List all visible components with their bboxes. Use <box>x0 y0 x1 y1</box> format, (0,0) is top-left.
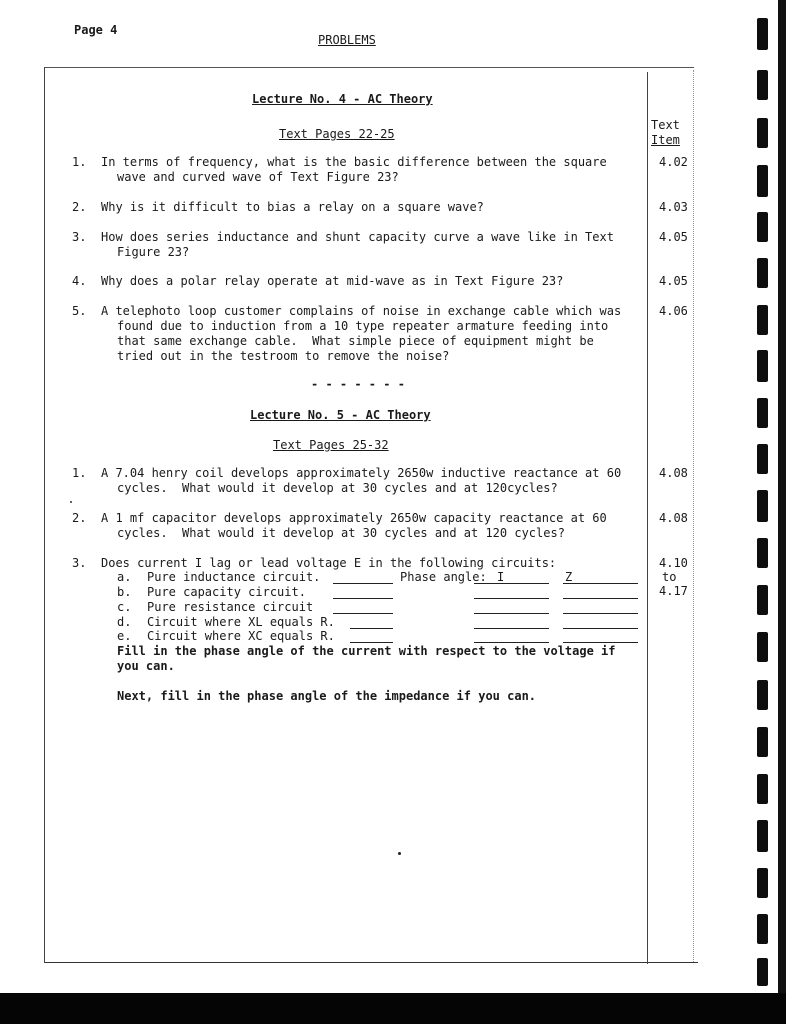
text-item-ref: 4.02 <box>659 155 688 169</box>
question-text: Does current I lag or lead voltage E in the following circuits: <box>101 556 557 570</box>
question-text: Figure 23? <box>117 245 190 259</box>
phase-angle-z-blank[interactable] <box>563 613 638 614</box>
question-text: A 7.04 henry coil develops approximately 2650w inductive reactance at 60 <box>101 466 622 480</box>
binder-hole <box>757 444 768 474</box>
frame-top-rule <box>44 67 694 68</box>
question-text: Why is it difficult to bias a relay on a square wave? <box>101 200 484 214</box>
frame-bottom-rule <box>44 962 698 963</box>
question-number: 2. <box>72 200 87 214</box>
instruction-text: you can. <box>117 659 175 673</box>
answer-blank[interactable] <box>333 598 393 599</box>
binder-hole <box>757 585 768 615</box>
speck <box>70 501 72 503</box>
binder-hole <box>757 212 768 242</box>
text-item-ref: 4.10 <box>659 556 688 570</box>
answer-blank[interactable] <box>350 628 393 629</box>
question-text: How does series inductance and shunt capacity curve a wave like in Text <box>101 230 614 244</box>
binder-hole <box>757 490 768 522</box>
binder-hole <box>757 305 768 335</box>
question-text: wave and curved wave of Text Figure 23? <box>117 170 399 184</box>
question-text: that same exchange cable. What simple piece of equipment might be <box>117 334 594 348</box>
subitem-text: Pure inductance circuit. <box>147 570 321 584</box>
question-text: tried out in the testroom to remove the noise? <box>117 349 450 363</box>
subitem-letter: a. <box>117 570 132 584</box>
lecture-5-title: Lecture No. 5 - AC Theory <box>250 408 431 422</box>
column-i-label: I <box>497 570 505 584</box>
text-item-ref: 4.03 <box>659 200 688 214</box>
binder-hole <box>757 118 768 148</box>
phase-angle-i-blank[interactable] <box>474 598 549 599</box>
instruction-text: Fill in the phase angle of the current with respect to the voltage if <box>117 644 616 658</box>
text-item-ref: 4.05 <box>659 274 688 288</box>
question-number: 3. <box>72 556 87 570</box>
question-text: In terms of frequency, what is the basic difference between the square <box>101 155 607 169</box>
question-number: 1. <box>72 466 87 480</box>
binder-hole <box>757 165 768 197</box>
question-text: A 1 mf capacitor develops approximately 2650w capacity reactance at 60 <box>101 511 607 525</box>
question-number: 2. <box>72 511 87 525</box>
text-item-header-line1: Text <box>651 118 680 132</box>
answer-blank[interactable] <box>333 583 393 584</box>
binder-hole <box>757 727 768 757</box>
subitem-text: Circuit where XL equals R. <box>147 615 335 629</box>
answer-blank[interactable] <box>333 613 393 614</box>
phase-angle-z-blank[interactable] <box>563 642 638 643</box>
instruction-text: Next, fill in the phase angle of the impedance if you can. <box>117 689 537 703</box>
question-text: A telephoto loop customer complains of noise in exchange cable which was <box>101 304 622 318</box>
scan-bottom-edge <box>0 993 786 1024</box>
subitem-text: Pure capacity circuit. <box>147 585 306 599</box>
page-number: Page 4 <box>74 23 118 37</box>
binder-hole <box>757 538 768 568</box>
binder-hole <box>757 632 768 662</box>
binder-hole <box>757 680 768 710</box>
text-item-header-line2: Item <box>651 133 680 147</box>
text-item-column-rule <box>647 72 648 964</box>
subitem-letter: d. <box>117 615 132 629</box>
section-separator: - - - - - - - <box>311 377 405 391</box>
text-item-ref: 4.05 <box>659 230 688 244</box>
binder-hole <box>757 958 768 986</box>
question-number: 4. <box>72 274 87 288</box>
question-number: 5. <box>72 304 87 318</box>
phase-angle-label: Phase angle: <box>400 570 487 584</box>
column-z-label: Z <box>565 570 573 584</box>
binder-hole <box>757 774 768 804</box>
binder-hole <box>757 350 768 382</box>
binder-edge <box>778 0 786 1024</box>
binder-hole <box>757 820 768 852</box>
binder-hole <box>757 914 768 944</box>
phase-angle-z-blank[interactable] <box>563 628 638 629</box>
binder-hole <box>757 258 768 288</box>
question-text: cycles. What would it develop at 30 cycles and at 120cycles? <box>117 481 558 495</box>
question-text: cycles. What would it develop at 30 cycles and at 120 cycles? <box>117 526 565 540</box>
binder-hole <box>757 398 768 428</box>
frame-left-rule <box>44 67 45 963</box>
phase-angle-i-blank[interactable] <box>474 583 549 584</box>
page-title: PROBLEMS <box>318 33 376 47</box>
subitem-letter: c. <box>117 600 132 614</box>
binder-hole <box>757 70 768 100</box>
phase-angle-i-blank[interactable] <box>474 628 549 629</box>
text-item-ref: 4.08 <box>659 511 688 525</box>
phase-angle-z-blank[interactable] <box>563 583 638 584</box>
text-item-ref: 4.06 <box>659 304 688 318</box>
subitem-text: Circuit where XC equals R. <box>147 629 335 643</box>
lecture-4-title: Lecture No. 4 - AC Theory <box>252 92 433 106</box>
subitem-letter: e. <box>117 629 132 643</box>
text-item-ref: 4.17 <box>659 584 688 598</box>
text-item-ref: 4.08 <box>659 466 688 480</box>
text-item-ref: to <box>662 570 677 584</box>
phase-angle-i-blank[interactable] <box>474 642 549 643</box>
binder-hole <box>757 18 768 50</box>
lecture-4-pages: Text Pages 22-25 <box>279 127 395 141</box>
question-number: 1. <box>72 155 87 169</box>
phase-angle-i-blank[interactable] <box>474 613 549 614</box>
question-number: 3. <box>72 230 87 244</box>
subitem-text: Pure resistance circuit <box>147 600 314 614</box>
question-text: found due to induction from a 10 type repeater armature feeding into <box>117 319 609 333</box>
speck <box>398 852 401 855</box>
binder-hole <box>757 868 768 898</box>
subitem-letter: b. <box>117 585 132 599</box>
lecture-5-pages: Text Pages 25-32 <box>273 438 389 452</box>
frame-right-rule <box>693 70 694 962</box>
phase-angle-z-blank[interactable] <box>563 598 638 599</box>
answer-blank[interactable] <box>350 642 393 643</box>
question-text: Why does a polar relay operate at mid-wave as in Text Figure 23? <box>101 274 564 288</box>
